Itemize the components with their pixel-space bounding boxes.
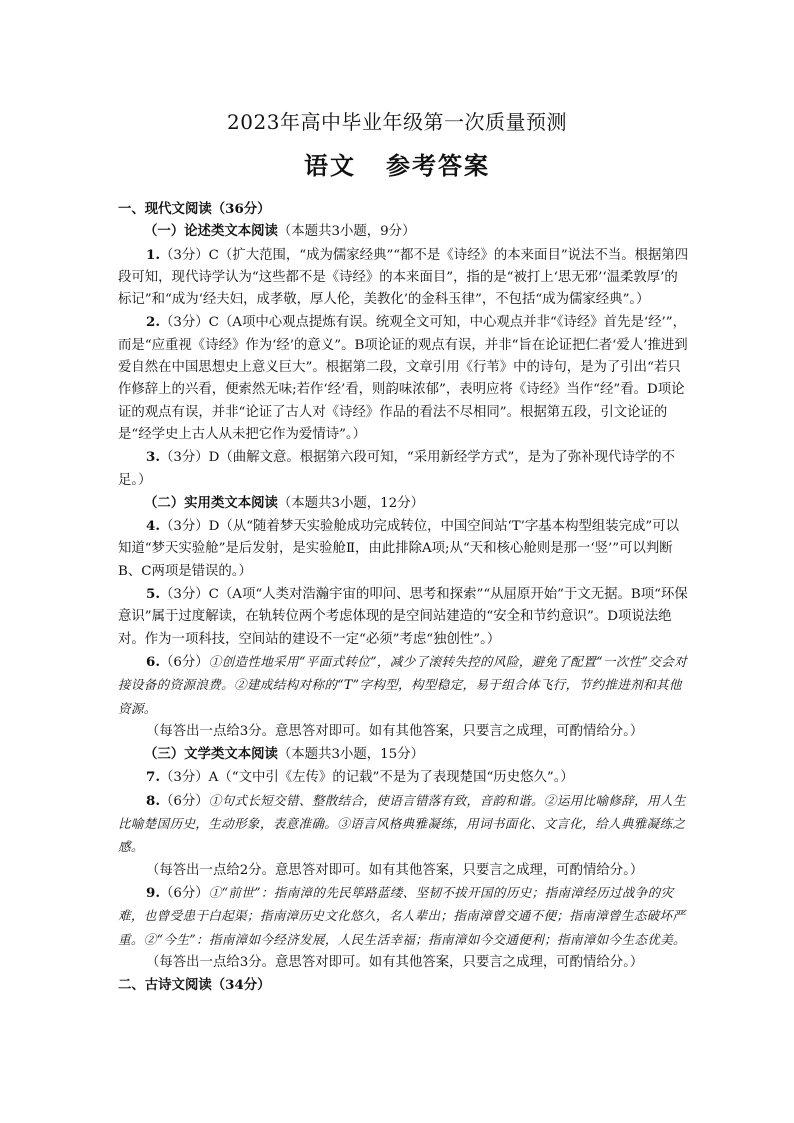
answer-q4	[118, 515, 690, 583]
answer-q3	[118, 446, 690, 492]
answer-q7	[118, 766, 690, 789]
section-heading-modern-reading: 一、现代文阅读（36分）	[118, 201, 271, 217]
answer-q6	[118, 651, 690, 721]
subsection-heading-argumentative	[118, 220, 690, 243]
question-number: 3.	[146, 449, 160, 466]
question-number: 5.	[146, 586, 160, 603]
subsection-detail: （本题共3小题，12分）	[277, 495, 424, 511]
scoring-note-q6: （每答出一点给3分。意思答对即可。如有其他答案，只要言之成理，可酌情给分。）	[146, 723, 644, 739]
question-number: 2.	[146, 314, 160, 331]
handwritten-answer: ①句式长短交错、整散结合，使语言错落有致，音韵和谐。②运用比喻修辞，用人生比喻楚国历史，生动形象，表意准确。③语言风格典雅凝练，用词书面化、文言化，给人典雅凝练之感。	[118, 792, 686, 855]
subsection-title: （三）文学类文本阅读	[144, 746, 278, 763]
subject-label: 语文	[304, 151, 356, 180]
answer-text: （3分）A（“文中引《左传》的记载”不是为了表现楚国“历史悠久”。）	[159, 770, 574, 786]
answer-text: （3分）C（A项“人类对浩瀚宇宙的叩问、思考和探索”“从屈原开始”于文无据。B项“环保意识”属于过度解读，在轨转位两个考虑体现的是空间站建造的“安全和节约意识”。D项说法绝对。作为一项科技，空间站的建设不一定“必须”考虑“独创性”。）	[118, 587, 688, 647]
answer-points: （6分）	[159, 654, 209, 670]
answer-q2	[118, 311, 690, 446]
question-number: 6.	[146, 653, 160, 670]
subsection-heading-literary	[118, 743, 690, 766]
answer-text: （3分）D（从“随着梦天实验舱成功完成转位，中国空间站‘T’字基本构型组装完成”可以知道“梦天实验舱”是后发射，是实验舱Ⅱ，由此排除A项;从“天和核心舱则是那一‘竖’”可以判断B、C两项是错误的。）	[118, 519, 680, 579]
page-subtitle	[0, 146, 794, 181]
answer-text: （3分）C（扩大范围，“成为儒家经典”“都不是《诗经》的本来面目”说法不当。根据第四段可知，现代诗学认为“这些都不是《诗经》的本来面目”，指的是“被打上‘思无邪’‘温柔敦厚’的标记”和“成为‘经夫妇，成孝敬，厚人伦，美教化’的金科玉律”，不包括“成为儒家经典”。）	[118, 247, 689, 308]
answer-points: （6分）	[159, 885, 209, 901]
answer-text: （3分）D（曲解文意。根据第六段可知，“采用新经学方式”，是为了弥补现代诗学的不足。）	[118, 450, 675, 488]
answer-text: （3分）C（A项中心观点提炼有误。统观全文可知，中心观点并非“《诗经》首先是‘经’”，而是“应重视《诗经》作为‘经’的意义”。B项论证的观点有误，并非“旨在论证把仁者‘爱人’推进到爱自然在中国思想史上意义巨大”。根据第二段，文章引用《行苇》中的诗句，是为了引出“若只作修辞上的兴看，便索然无味;若作‘经’看，则韵味浓郁”，表明应将《诗经》当作“经”看。D项论证的观点有误，并非“论证了古人对《诗经》作品的看法不尽相同”。根据第五段，引文论证的是“经学史上古人从未把它作为爱情诗”。）	[118, 315, 688, 442]
subsection-title: （一）论述类文本阅读	[144, 223, 278, 240]
subsection-detail: （本题共3小题，9分）	[277, 224, 416, 240]
answer-q8	[118, 790, 690, 860]
handwritten-answer: ①“前世”：指南漳的先民筚路蓝缕、坚韧不拔开国的历史；指南漳经历过战争的灾难，也曾受患于白起渠；指南漳历史文化悠久，名人辈出；指南漳曾交通不便；指南漳曾生态破坏严重。②“今生”：指南漳如今经济发展，人民生活幸福；指南漳如今交通便利；指南漳如今生态优美。	[118, 884, 686, 947]
exam-title: 2023年高中毕业年级第一次质量预测	[227, 110, 567, 134]
scoring-note-q8: （每答出一点给2分。意思答对即可。如有其他答案，只要言之成理，可酌情给分。）	[146, 862, 644, 878]
answer-points: （6分）	[159, 793, 209, 809]
subsection-title: （二）实用类文本阅读	[144, 494, 278, 511]
answer-q5	[118, 583, 690, 651]
section-heading-classical-reading: 二、古诗文阅读（34分）	[118, 977, 271, 994]
answer-label: 参考答案	[386, 151, 490, 180]
question-number: 1.	[146, 246, 160, 263]
question-number: 4.	[146, 518, 160, 535]
question-number: 8.	[146, 792, 160, 809]
subsection-heading-practical	[118, 492, 690, 515]
answer-q9	[118, 882, 690, 952]
question-number: 9.	[146, 884, 160, 901]
question-number: 7.	[146, 769, 160, 786]
answer-content	[118, 198, 690, 996]
answer-q1	[118, 244, 690, 312]
scoring-note-q9: （每答出一点给3分。意思答对即可。如有其他答案，只要言之成理，可酌情给分。）	[146, 954, 644, 970]
subsection-detail: （本题共3小题，15分）	[277, 747, 424, 763]
handwritten-answer: ①创造性地采用“平面式转位”，减少了滚转失控的风险，避免了配置“一次性”交会对接设备的资源浪费。②建成结构对称的“T”字构型，构型稳定，易于组合体飞行，节约推进剂和其他资源。	[118, 653, 687, 716]
